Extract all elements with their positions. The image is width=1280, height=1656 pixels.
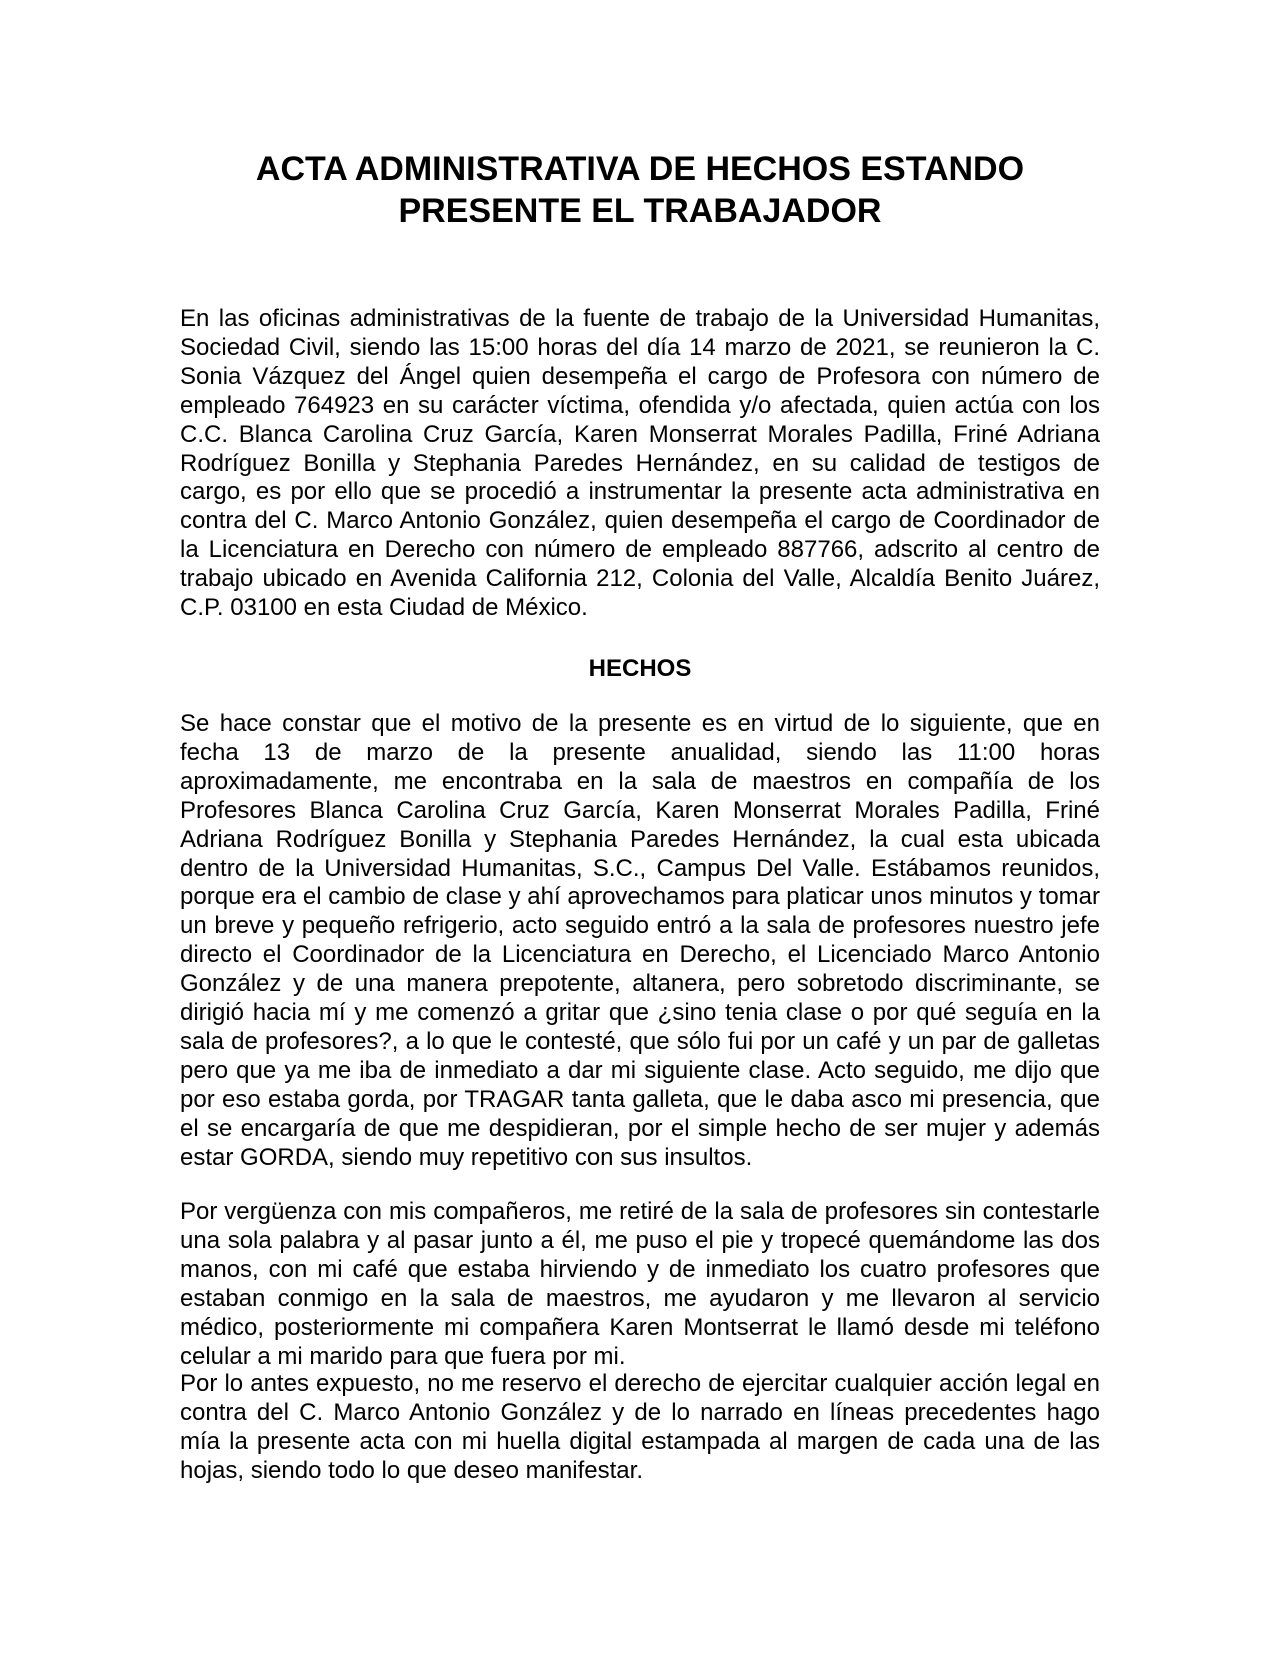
section-heading-hechos: HECHOS: [588, 655, 692, 682]
intro-paragraph: En las oficinas administrativas de la fuente de trabajo de la Universidad Humanitas, Sociedad Civil, siendo las 15:00 horas del día 14 marzo de 2021, se reunieron la C. Sonia Vázquez del Ángel quien desempeña el cargo de Profesora con número de empleado 764923 en su carácter víctima, ofendida y/o afectada, quien actúa con los C.C. Blanca Carolina Cruz García, Karen Monserrat Morales Padilla, Friné Adriana Rodríguez Bonilla y Stephania Paredes Hernández, en su calidad de testigos de cargo, es por ello que se procedió a instrumentar la presente acta administrativa en contra del C. Marco Antonio González, quien desempeña el cargo de Coordinador de la Licenciatura en Derecho con número de empleado 887766, adscrito al centro de trabajo ubicado en Avenida California 212, Colonia del Valle, Alcaldía Benito Juárez, C.P. 03100 en esta Ciudad de México.: [180, 305, 1100, 622]
document-title: ACTA ADMINISTRATIVA DE HECHOS ESTANDO PRESENTE EL TRABAJADOR: [255, 150, 1025, 230]
facts-paragraph-2: Por vergüenza con mis compañeros, me retiré de la sala de profesores sin contestarle una sola palabra y al pasar junto a él, me puso el pie y tropecé quemándome las dos manos, con mi café que estaba hirviendo y de inmediato los cuatro profesores que estaban conmigo en la sala de maestros, me ayudaron y me llevaron al servicio médico, posteriormente mi compañera Karen Montserrat le llamó desde mi teléfono celular a mi marido para que fuera por mi.: [180, 1198, 1100, 1370]
facts-paragraph-1: Se hace constar que el motivo de la presente es en virtud de lo siguiente, que en fecha 13 de marzo de la presente anualidad, siendo las 11:00 horas aproximadamente, me encontraba en la sala de maestros en compañía de los Profesores Blanca Carolina Cruz García, Karen Monserrat Morales Padilla, Friné Adriana Rodríguez Bonilla y Stephania Paredes Hernández, la cual esta ubicada dentro de la Universidad Humanitas, S.C., Campus Del Valle. Estábamos reunidos, porque era el cambio de clase y ahí aprovechamos para platicar unos minutos y tomar un breve y pequeño refrigerio, acto seguido entró a la sala de profesores nuestro jefe directo el Coordinador de la Licenciatura en Derecho, el Licenciado Marco Antonio González y de una manera prepotente, altanera, pero sobretodo discriminante, se dirigió hacia mí y me comenzó a gritar que ¿sino tenia clase o por qué seguía en la sala de profesores?, a lo que le contesté, que sólo fui por un café y un par de galletas pero que ya me iba de inmediato a dar mi siguiente clase. Acto seguido, me dijo que por eso estaba gorda, por TRAGAR tanta galleta, que le daba asco mi presencia, que el se encargaría de que me despidieran, por el simple hecho de ser mujer y además estar GORDA, siendo muy repetitivo con sus insultos.: [180, 710, 1100, 1171]
facts-paragraph-3: Por lo antes expuesto, no me reservo el derecho de ejercitar cualquier acción legal en contra del C. Marco Antonio González y de lo narrado en líneas precedentes hago mía la presente acta con mi huella digital estampada al margen de cada una de las hojas, siendo todo lo que deseo manifestar.: [180, 1370, 1100, 1484]
